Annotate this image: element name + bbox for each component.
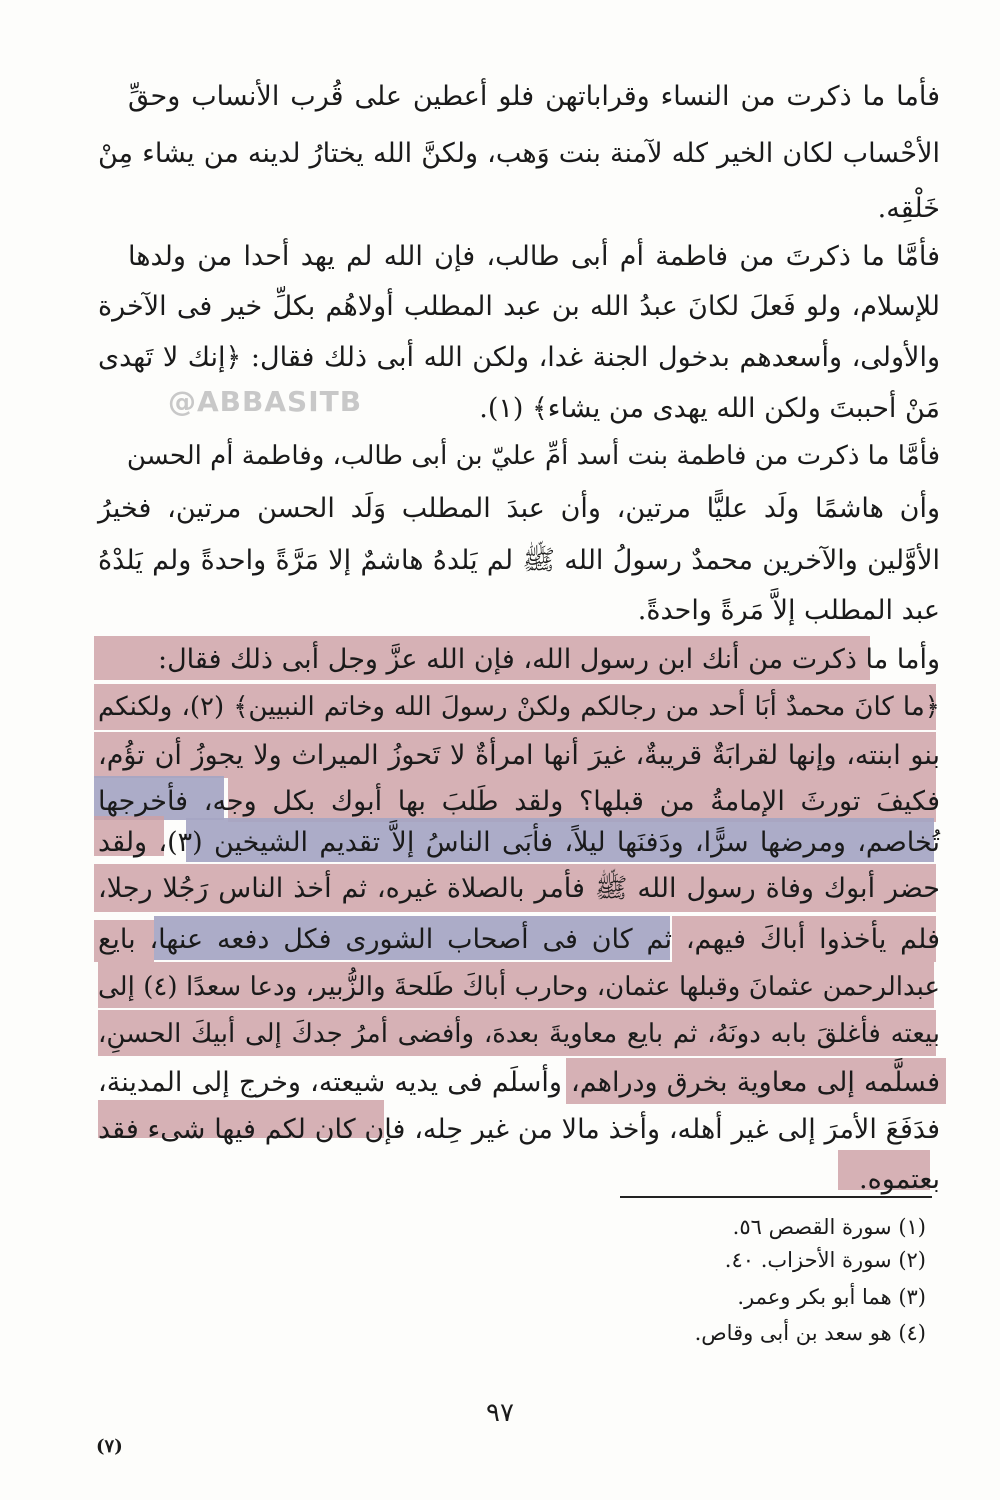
text-line: والأولى، وأسعدهم بدخول الجنة غدا، ولكن الله أبى ذلك فقال: ﴿إنك لا تَهدى <box>98 342 940 373</box>
text-line: فأما ما ذكرت من النساء وقراباتهن فلو أعطين على قُرب الأنساب وحقِّ <box>128 81 940 112</box>
text-line: الأوَّلين والآخرين محمدٌ رسولُ الله ﷺ لم يَلدهُ هاشمٌ إلا مَرَّةً واحدةً ولم يَلدْهُ <box>98 545 940 576</box>
text-line: فأمَّا ما ذكرت من فاطمة بنت أسد أمِّ عليّ بن أبى طالب، وفاطمة أم الحسن <box>126 441 940 471</box>
footnote: (٣) هما أبو بكر وعمر. <box>737 1285 926 1309</box>
text-line: فكيفَ تورثَ الإمامةُ من قبلها؟ ولقد طَلبَ بها أبوك بكل وجه، فأخرجها <box>98 786 940 817</box>
text-line: وأن هاشمًا ولَد عليًّا مرتين، وأن عبدَ المطلب وَلَد الحسن مرتين، فخيرُ <box>98 493 940 524</box>
text-line: فأمَّا ما ذكرتَ من فاطمة أم أبى طالب، فإن الله لم يهد أحدا من ولدها <box>128 241 940 272</box>
watermark: @ABBASITB <box>168 385 363 418</box>
text-line: خَلْقِه. <box>877 193 940 224</box>
text-line: وأما ما ذكرت من أنك ابن رسول الله، فإن الله عزَّ وجل أبى ذلك فقال: <box>157 644 940 675</box>
text-line: تُخاصم، ومرضها سرًّا، ودَفنَها ليلاً، فأبَى الناسُ إلاَّ تقديم الشيخين (٣)، ولقد <box>98 827 940 858</box>
text-line: مَنْ أحببتَ ولكن الله يهدى من يشاء﴾ (١). <box>479 393 940 424</box>
text-line: عبدالرحمن عثمانَ وقبلها عثمان، وحارب أباكَ طَلحةَ والزُّبير، ودعا سعدًا (٤) إلى <box>98 972 940 1002</box>
page-number: ٩٧ <box>486 1398 514 1428</box>
text-line: ﴿ما كانَ محمدٌ أبَا أحد من رجالكم ولكنْ رسولَ الله وخاتم النبيين﴾ (٢)، ولكنكم <box>98 692 940 722</box>
footnote: (٢) سورة الأحزاب. ٤٠. <box>724 1248 926 1272</box>
footnote: (١) سورة القصص ٥٦. <box>732 1215 926 1239</box>
text-line: حضر أبوك وفاة رسول الله ﷺ فأمر بالصلاة غيره، ثم أخذ الناس رَجُلا رجلا، <box>98 873 940 904</box>
text-line: عبد المطلب إلاَّ مَرةً واحدةً. <box>637 595 940 626</box>
text-line: بيعته فأغلقَ بابه دونَهُ، ثم بايع معاويةَ بعدهَ، وأفضى أمرُ جدكَ إلى أبيكَ الحسنِ، <box>98 1019 940 1049</box>
text-line: فلم يأخذوا أباكَ فيهم، ثم كان فى أصحاب الشورى فكل دفعه عنها، بايع <box>98 924 940 955</box>
footnote: (٤) هو سعد بن أبى وقاص. <box>694 1321 926 1345</box>
text-line: بنو ابنته، وإنها لقرابَةٌ قريبةٌ، غيرَ أنها امرأةٌ لا تَحوزُ الميراث ولا يجوزُ أن تؤُم، <box>98 740 940 771</box>
signature-mark: (٧) <box>96 1436 123 1457</box>
text-line: للإسلام، ولو فَعلَ لكانَ عبدُ الله بن عبد المطلب أولاهُم بكلِّ خير فى الآخرة <box>98 291 940 322</box>
text-line: الأحْساب لكان الخير كله لآمنة بنت وَهب، ولكنَّ الله يختارُ لدينه من يشاء مِنْ <box>98 138 940 169</box>
text-line: بعتموه. <box>859 1164 940 1195</box>
footnote-divider <box>620 1196 932 1198</box>
text-line: فدَفَعَ الأمرَ إلى غير أهله، وأخذ مالا من غير حِله، فإن كان لكم فيها شىء فقد <box>98 1114 940 1145</box>
text-line: فسلَّمه إلى معاوية بخرق ودراهم، وأسلَم فى يديه شيعته، وخرج إلى المدينة، <box>98 1067 940 1098</box>
